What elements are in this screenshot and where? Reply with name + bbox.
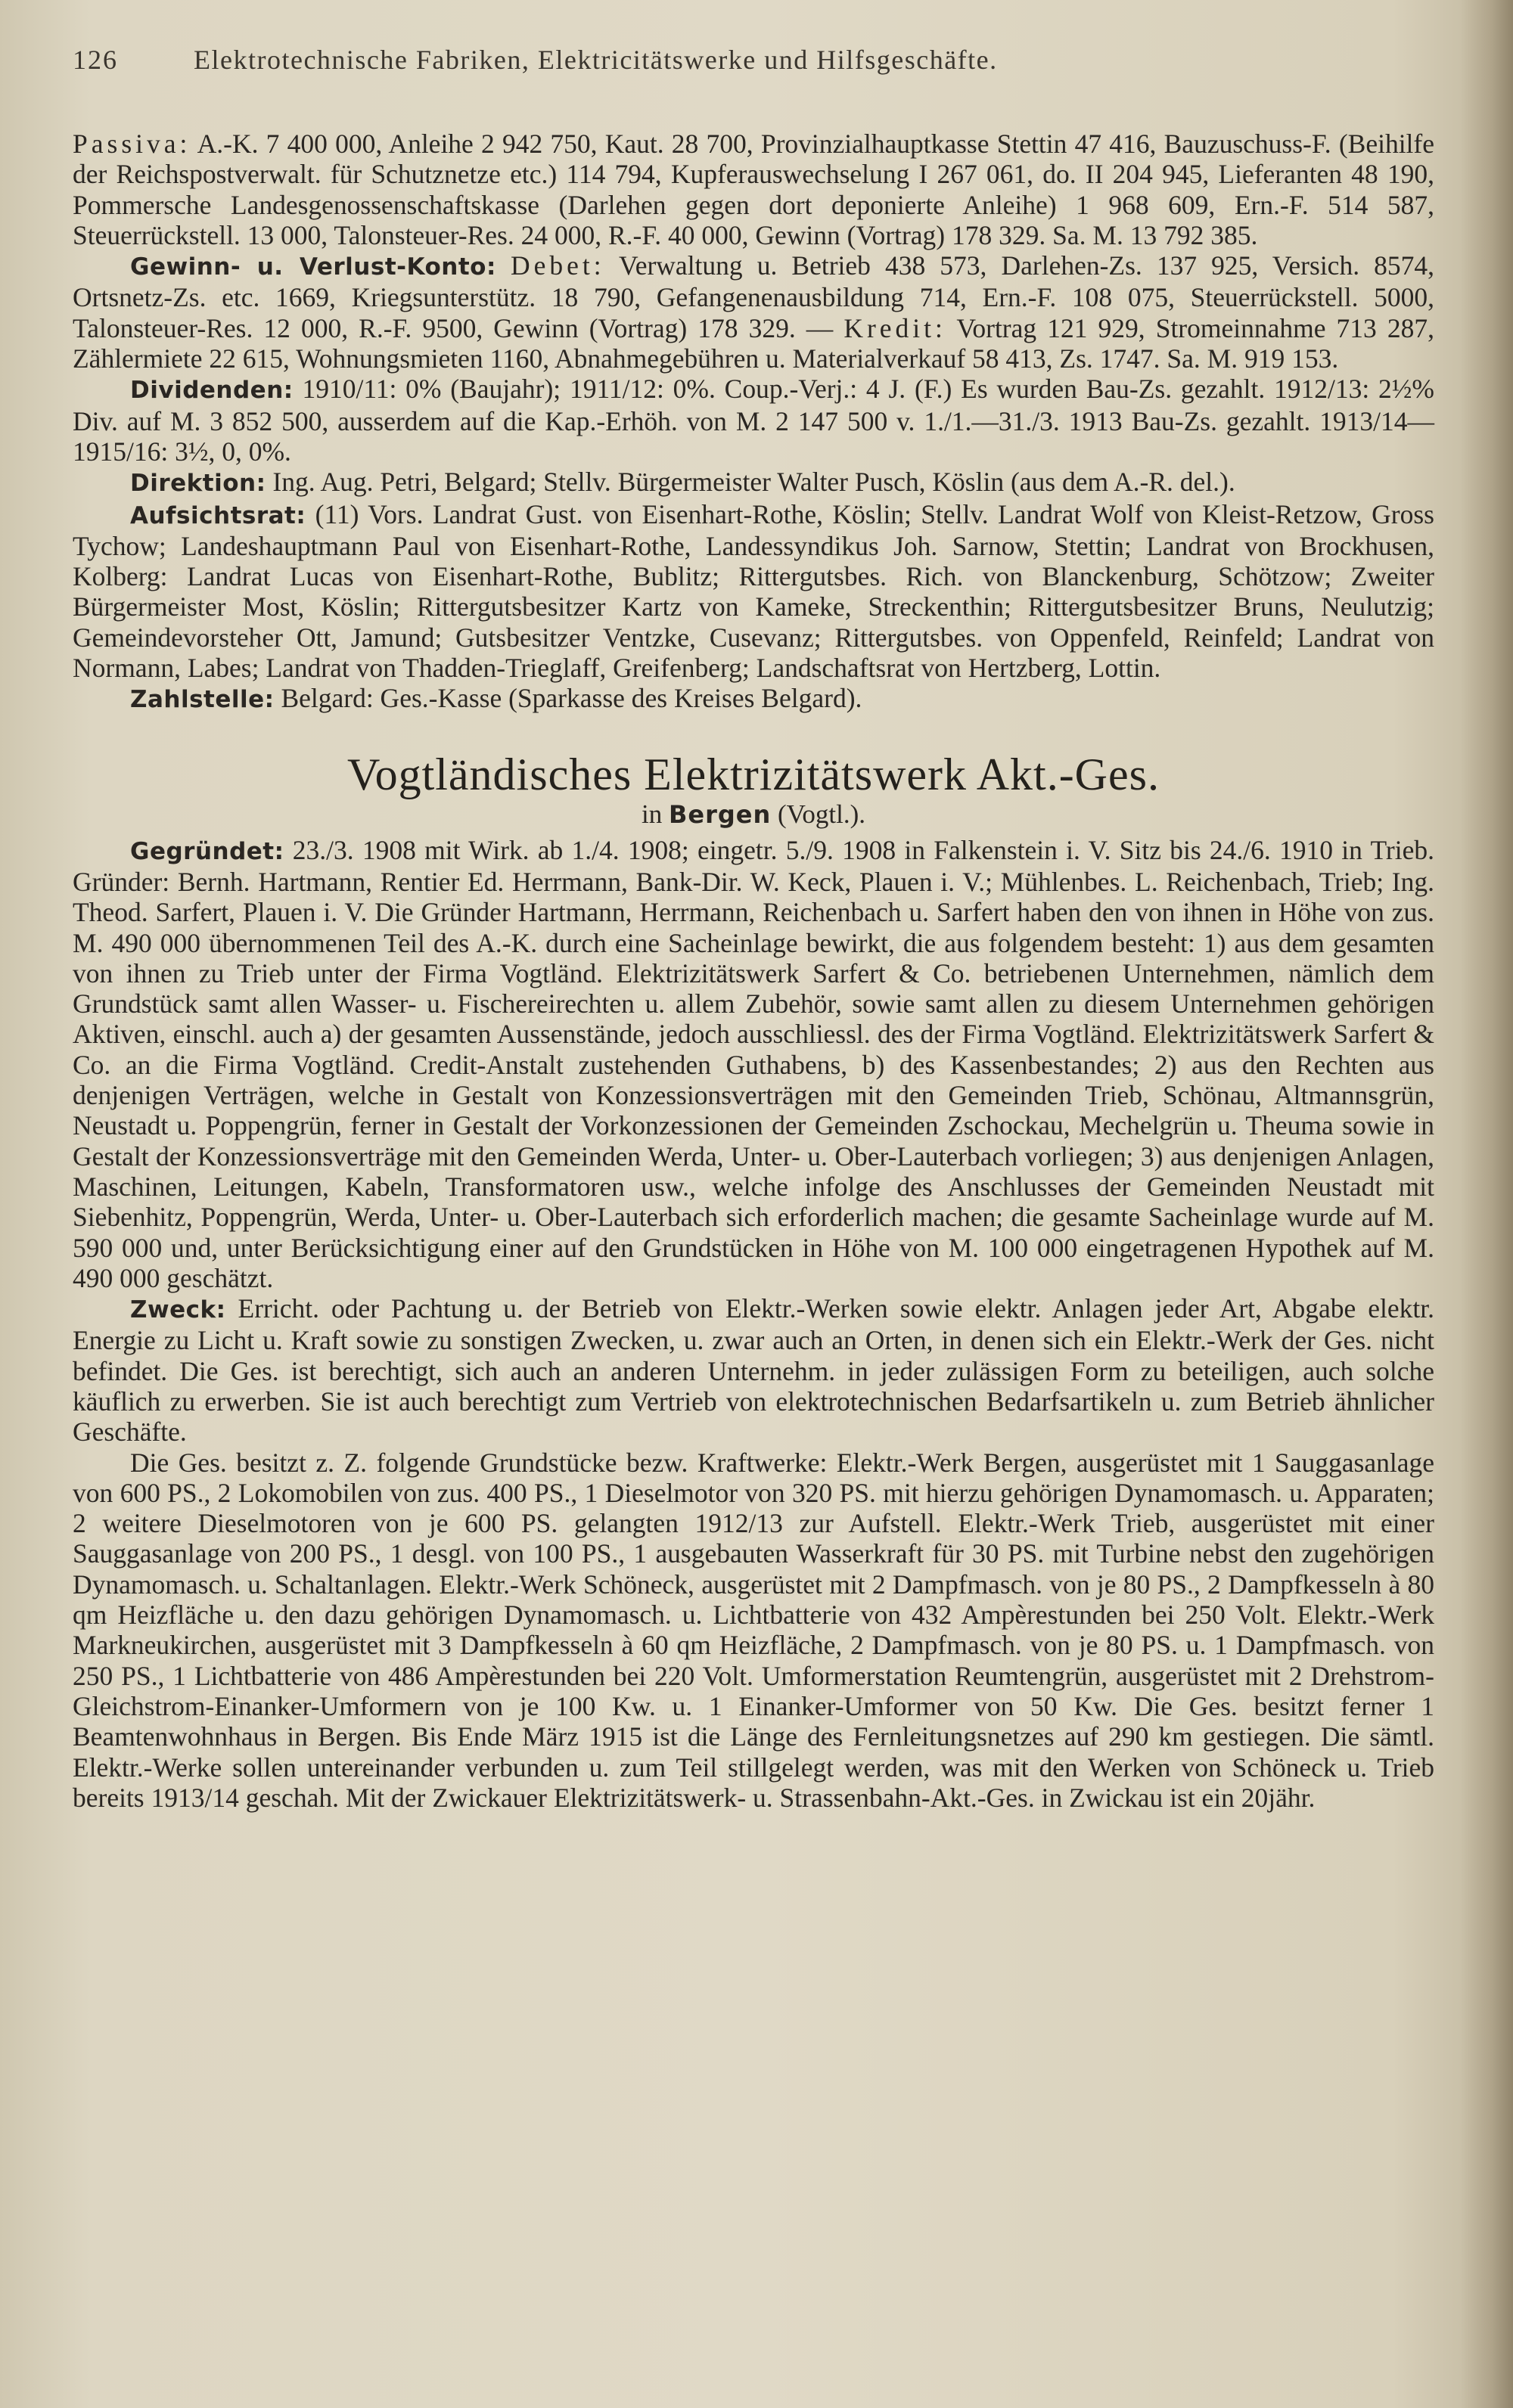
- grundstuecke-text: Die Ges. besitzt z. Z. folgende Grundstücke bezw. Kraftwerke: Elektr.-Werk Bergen, ausgerüstet mit 1 Sauggasanlage von 600 PS., 2 Lokomobilen von zus. 400 PS., 1 Dieselmotor von 320 PS. mit hierzu gehörigen Dynamomasch. u. Apparaten; 2 weitere Dieselmotoren von je 600 PS. gelangten 1912/13 zur Aufstell. Elektr.-Werk Trieb, ausgerüstet mit einer Sauggasanlage von 200 PS., 1 desgl. von 100 PS., 1 ausgebauten Wasserkraft für 30 PS. mit Turbine nebst den zugehörigen Dynamomasch. u. Schaltanlagen. Elektr.-Werk Schöneck, ausgerüstet mit 2 Dampfmasch. von je 80 PS., 2 Dampfkesseln à 80 qm Heizfläche u. den dazu gehörigen Dynamomasch. u. Lichtbatterie von 432 Ampèrestunden bei 250 Volt. Elektr.-Werk Markneukirchen, ausgerüstet mit 3 Dampfkesseln à 60 qm Heizfläche, 2 Dampfmasch. von je 80 PS. u. 1 Dampfmasch. von 250 PS., 1 Lichtbatterie von 486 Ampèrestunden bei 220 Volt. Umformerstation Reumtengrün, ausgerüstet mit 2 Drehstrom-Gleichstrom-Einanker-Umformern von je 100 Kw. u. 1 Einanker-Umformer von 50 Kw. Die Ges. besitzt ferner 1 Beamtenwohnhaus in Bergen. Bis Ende März 1915 ist die Länge des Fernleitungsnetzes auf 290 km gestiegen. Die sämtl. Elektr.-Werke sollen untereinander verbunden u. zum Teil stillgelegt werden, was mit den Werken von Schöneck u. Trieb bereits 1913/14 geschah. Mit der Zwickauer Elektrizitätswerk- u. Strassenbahn-Akt.-Ges. in Zwickau ist ein 20jähr.: [73, 1447, 1434, 1813]
- direktion-label: Direktion:: [130, 470, 266, 498]
- running-header: [73, 44, 1434, 89]
- location-suffix: (Vogtl.).: [777, 799, 866, 829]
- book-spine-shadow: [1460, 0, 1513, 2408]
- dividenden-label: Dividenden:: [130, 377, 294, 405]
- direktion-text: Ing. Aug. Petri, Belgard; Stellv. Bürgermeister Walter Pusch, Köslin (aus dem A.-R. del.).: [272, 467, 1235, 498]
- aufsichtsrat-text: (11) Vors. Landrat Gust. von Eisenhart-Rothe, Köslin; Stellv. Landrat Wolf von Kleist-Retzow, Gross Tychow; Landeshauptmann Paul von Eisenhart-Rothe, Landessyndikus Joh. Sarnow, Stettin; Landrat von Brockhusen, Kolberg: Landrat Lucas von Eisenhart-Rothe, Bublitz; Rittergutsbes. Rich. von Blanckenburg, Schötzow; Zweiter Bürgermeister Most, Köslin; Rittergutsbesitzer Kartz von Kameke, Streckenthin; Rittergutsbesitzer Bruns, Neulutzig; Gemeindevorsteher Ott, Jamund; Gutsbesitzer Ventzke, Cusevanz; Rittergutsbes. von Oppenfeld, Reinfeld; Landrat von Normann, Labes; Landrat von Thadden-Trieglaff, Greifenberg; Landschaftsrat von Hertzberg, Lottin.: [73, 498, 1434, 684]
- gegruendet-paragraph: [73, 835, 1434, 1293]
- direktion-paragraph: [73, 467, 1434, 498]
- gegruendet-text: 23./3. 1908 mit Wirk. ab 1./4. 1908; eingetr. 5./9. 1908 in Falkenstein i. V. Sitz bis 24./6. 1910 in Trieb. Gründer: Bernh. Hartmann, Rentier Ed. Herrmann, Bank-Dir. W. Keck, Plauen i. V.; Mühlenbes. L. Reichenbach, Trieb; Ing. Theod. Sarfert, Plauen i. V. Die Gründer Hartmann, Herrmann, Reichenbach u. Sarfert haben den von ihnen in Höhe von zus. M. 490 000 übernommenen Teil des A.-K. durch eine Sacheinlage bewirkt, die aus folgendem besteht: 1) aus dem gesamten von ihnen zu Trieb unter der Firma Vogtländ. Elektrizitätswerk Sarfert & Co. betriebenen Unternehmen, nämlich dem Grundstück samt allen Wasser- u. Fischereirechten u. allem Zubehör, sowie samt allen zu diesem Unternehmen gehörigen Aktiven, einschl. auch a) der gesamten Aussenstände, jedoch ausschliessl. des der Firma Vogtländ. Elektrizitätswerk Sarfert & Co. an die Firma Vogtländ. Credit-Anstalt zustehenden Guthabens, b) des Kassenbestandes; 2) aus den Rechten aus denjenigen Verträgen, welche in Gestalt von Konzessionsverträgen mit den Gemeinden Trieb, Schönau, Altmannsgrün, Neustadt u. Poppengrün, ferner in Gestalt der Vorkonzessionen der Gemeinden Zschockau, Mechelgrün u. Theuma sowie in Gestalt der Konzessionsverträge mit den Gemeinden Werda, Unter- u. Ober-Lauterbach vorliegen; 3) aus denjenigen Anlagen, Maschinen, Leitungen, Kabeln, Transformatoren usw., welche infolge des Anschlusses der Gemeinden Neustadt mit Siebenhitz, Poppengrün, Werda, Unter- u. Ober-Lauterbach sich erforderlich machen; die gesamte Sacheinlage wurde auf M. 590 000 und, unter Berücksichtigung einer auf den Grundstücken in Höhe von M. 100 000 eingetragenen Hypothek auf M. 490 000 geschätzt.: [73, 834, 1434, 1293]
- dividenden-text: 1910/11: 0% (Baujahr); 1911/12: 0%. Coup.-Verj.: 4 J. (F.) Es wurden Bau-Zs. gezahlt. 1912/13: 2½% Div. auf M. 3 852 500, ausserdem auf die Kap.-Erhöh. von M. 2 147 500 v. 1./1.—31./3. 1913 Bau-Zs. gezahlt. 1913/14—1915/16: 3½, 0, 0%.: [73, 374, 1434, 467]
- debet-label: Debet:: [510, 250, 605, 281]
- gegruendet-label: Gegründet:: [130, 837, 284, 865]
- dividenden-paragraph: [73, 374, 1434, 467]
- zahlstelle-label: Zahlstelle:: [130, 686, 275, 714]
- passiva-label: Passiva:: [73, 129, 191, 159]
- zweck-text: Erricht. oder Pachtung u. der Betrieb von Elektr.-Werken sowie elektr. Anlagen jeder Art, Abgabe elektr. Energie zu Licht u. Kraft sowie zu sonstigen Zwecken, u. zwar auch an Orten, in denen sich ein Elektr.-Werk der Ges. nicht befindet. Die Ges. ist berechtigt, sich auch an anderen Unternehm. in jeder zulässigen Form zu beteiligen, auch solche käuflich zu erwerben. Sie ist auch berechtigt zum Vertrieb von elektrotechnischen Bedarfsartikeln u. zum Betrieb ähnlicher Geschäfte.: [73, 1293, 1434, 1448]
- zahlstelle-text: Belgard: Ges.-Kasse (Sparkasse des Kreises Belgard).: [281, 683, 862, 714]
- company-title: Vogtländisches Elektrizitätswerk Akt.-Ges.: [346, 749, 1160, 799]
- aufsichtsrat-label: Aufsichtsrat:: [130, 501, 306, 529]
- passiva-text: A.-K. 7 400 000, Anleihe 2 942 750, Kaut. 28 700, Provinzialhauptkasse Stettin 47 416, Bauzuschuss-F. (Beihilfe der Reichspostverwalt. für Schutznetze etc.) 114 794, Kupferauswechselung I 267 061, do. II 204 945, Lieferanten 48 190, Pommersche Landesgenossenschaftskasse (Darlehen gegen dort deponierte Anleihe) 1 968 609, Ern.-F. 514 587, Steuerrückstell. 13 000, Talonsteuer-Res. 24 000, R.-F. 40 000, Gewinn (Vortrag) 178 329. Sa. M. 13 792 385.: [73, 129, 1434, 250]
- zweck-label: Zweck:: [130, 1296, 226, 1324]
- kredit-text: Vortrag 121 929, Stromeinnahme 713 287, Zählermiete 22 615, Wohnungsmieten 1160, Abnahmegebühren u. Materialverkauf 58 413, Zs. 1747. Sa. M. 919 153.: [73, 312, 1434, 374]
- kredit-label: Kredit:: [843, 312, 946, 343]
- gewinn-verlust-paragraph: [73, 250, 1434, 374]
- aufsichtsrat-paragraph: [73, 499, 1434, 684]
- passiva-paragraph: [73, 129, 1434, 250]
- company-location: [73, 799, 1434, 830]
- header-title: Elektrotechnische Fabriken, Elektricitätswerke und Hilfsgeschäfte.: [194, 45, 998, 75]
- grundstuecke-paragraph: [73, 1448, 1434, 1814]
- page-content: [73, 44, 1434, 1813]
- gewinn-verlust-label: Gewinn- u. Verlust-Konto:: [130, 253, 496, 281]
- zahlstelle-paragraph: [73, 683, 1434, 715]
- page-number: 126: [73, 45, 118, 75]
- location-city: Bergen: [668, 799, 772, 829]
- location-prefix: in: [641, 799, 663, 829]
- debet-text: Verwaltung u. Betrieb 438 573, Darlehen-Zs. 137 925, Versich. 8574, Ortsnetz-Zs. etc. 1669, Kriegsunterstütz. 18 790, Gefangenenausbildung 714, Ern.-F. 108 075, Steuerrückstell. 5000, Talonsteuer-Res. 12 000, R.-F. 9500, Gewinn (Vortrag) 178 329. —: [73, 250, 1435, 343]
- zweck-paragraph: [73, 1293, 1434, 1447]
